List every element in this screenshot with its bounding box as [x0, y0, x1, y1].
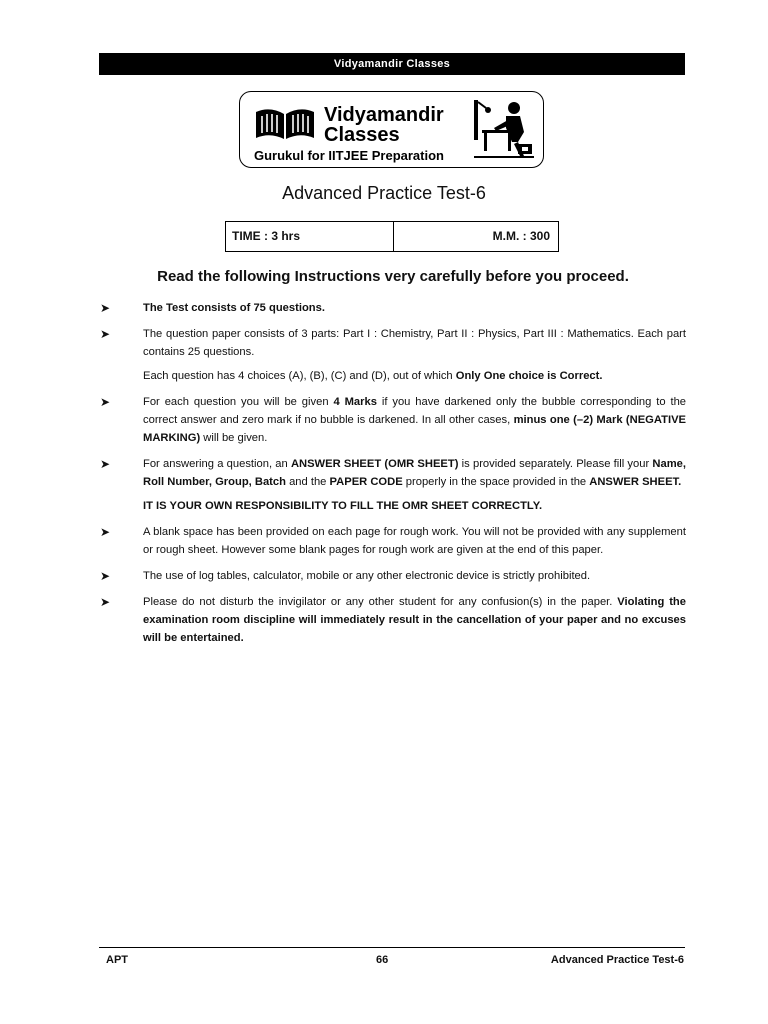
list-item: [100, 299, 686, 317]
footer-right: Advanced Practice Test-6: [550, 954, 684, 966]
list-item: [100, 593, 686, 647]
arrow-bullet-icon: ➤: [100, 301, 111, 315]
instruction-subtext: [100, 497, 686, 515]
student-at-desk-icon: [472, 98, 536, 160]
header-bar-text: Vidyamandir Classes: [333, 58, 451, 70]
instruction-text: if you have darkened only the bubble corresponding to the correct answer and zero mark if no bubble is darkened. In all other cases,: [143, 396, 687, 426]
header-bar: [99, 53, 685, 75]
instruction-text: A blank space has been provided on each page for rough work. You will not be provided with any supplement or rough sheet. However some blank pages for rough work are given at the end of this paper.: [143, 526, 686, 556]
footer-left: APT: [106, 954, 128, 966]
arrow-bullet-icon: ➤: [100, 595, 111, 609]
test-info-table: [225, 221, 559, 252]
instruction-emphasis: ANSWER SHEET (OMR SHEET): [290, 458, 459, 470]
list-item: [100, 325, 686, 361]
instruction-text: Each question has 4 choices (A), (B), (C) and (D), out of which: [143, 370, 456, 382]
instruction-text: The use of log tables, calculator, mobile or any other electronic device is strictly prohibited.: [143, 570, 591, 582]
logo: [239, 91, 544, 168]
instruction-text: will be given.: [200, 432, 268, 444]
instruction-text: Please do not disturb the invigilator or any other student for any confusion(s) in the paper.: [143, 596, 618, 608]
instructions-heading: Read the following Instructions very carefully before you proceed.: [157, 268, 629, 285]
instruction-emphasis: IT IS YOUR OWN RESPONSIBILITY TO FILL THE OMR SHEET CORRECTLY.: [143, 500, 543, 512]
open-book-icon: [254, 106, 316, 142]
instruction-text: properly in the space provided in the: [402, 476, 590, 488]
instruction-emphasis: minus one (–2) Mark (NEGATIVE MARKING): [143, 414, 686, 444]
instruction-text: The Test consists of 75 questions.: [143, 302, 325, 314]
time-cell: TIME : 3 hrs: [226, 222, 394, 251]
arrow-bullet-icon: ➤: [100, 457, 111, 471]
logo-name-line1: Vidyamandir: [324, 104, 444, 126]
instructions-list: [100, 299, 686, 655]
page-number: 66: [376, 954, 389, 966]
list-item: [100, 523, 686, 559]
instruction-text: For answering a question, an: [143, 458, 291, 470]
instruction-text: The question paper consists of 3 parts: Part I : Chemistry, Part II : Physics, Part III : Mathematics. Each part contains 25 questions.: [143, 328, 686, 358]
logo-name-line2: Classes: [324, 124, 400, 146]
arrow-bullet-icon: ➤: [100, 395, 111, 409]
instruction-emphasis: Violating the examination room discipline will immediately result in the cancellation of your paper and no excuses will be entertained.: [143, 596, 686, 644]
instruction-emphasis: Name, Roll Number, Group, Batch: [143, 458, 687, 488]
arrow-bullet-icon: ➤: [100, 525, 111, 539]
max-marks-cell: M.M. : 300: [492, 229, 550, 243]
instruction-text: is provided separately. Please fill your: [458, 458, 653, 470]
page-title: Advanced Practice Test-6: [282, 183, 486, 203]
instruction-subtext: [100, 367, 686, 385]
instruction-emphasis: 4 Marks: [333, 396, 377, 408]
list-item: [100, 393, 686, 447]
instruction-emphasis: PAPER CODE: [329, 476, 403, 488]
list-item: [100, 455, 686, 491]
footer-divider: [99, 947, 685, 948]
instruction-emphasis: Only One choice is Correct.: [455, 370, 603, 382]
arrow-bullet-icon: ➤: [100, 569, 111, 583]
logo-tagline: Gurukul for IITJEE Preparation: [254, 148, 444, 163]
list-item: [100, 567, 686, 585]
arrow-bullet-icon: ➤: [100, 327, 111, 341]
instruction-text: For each question you will be given: [143, 396, 334, 408]
instruction-text: and the: [285, 476, 330, 488]
instruction-emphasis: ANSWER SHEET.: [589, 476, 682, 488]
